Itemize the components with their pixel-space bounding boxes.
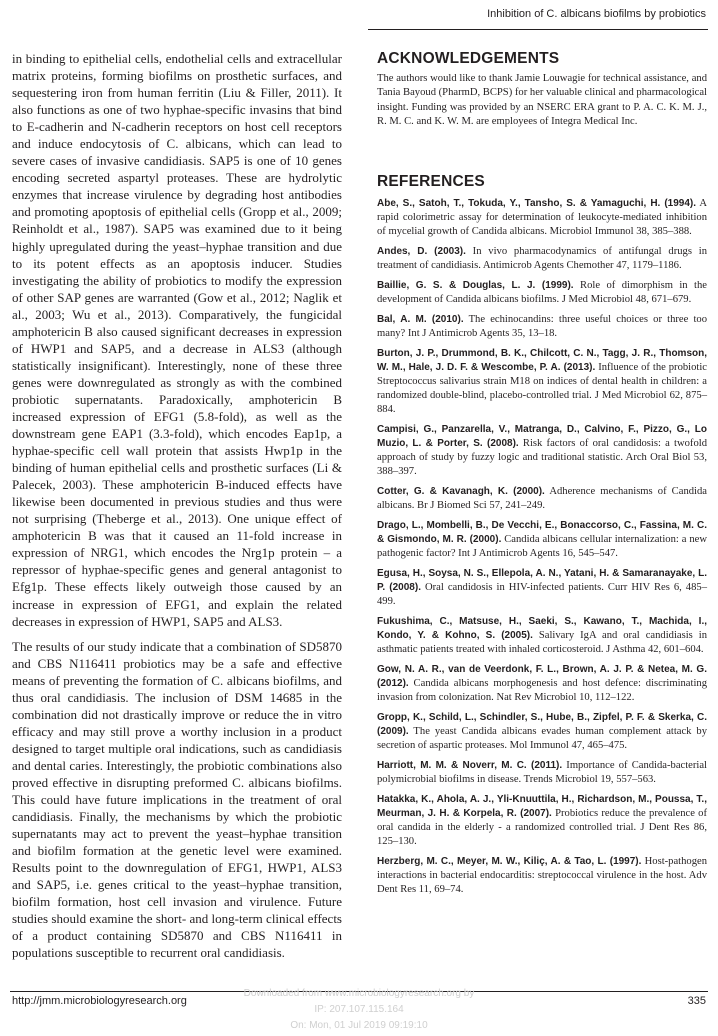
reference-authors: Gow, N. A. R., van de Veerdonk, F. L., Brown, A. J. P. & Netea, M. G. (2012). (377, 663, 707, 689)
reference-details: The echinocandins: three useful choices or three too many? Int J Antimicrob Agents 35, 13–18. (377, 313, 707, 339)
reference-details: Influence of the probiotic Streptococcus salivarius strain M18 on indices of dental health in children: a randomized double-blind, placebo-controlled trial. J Med Microbiol 62, 875–884. (377, 361, 707, 416)
reference-details: The yeast Candida albicans evades human complement attack by secretion of aspartic proteases. Mol Immunol 47, 465–475. (377, 725, 707, 751)
reference-details: Adherence mechanisms of Candida albicans. Br J Biomed Sci 57, 241–249. (377, 486, 707, 512)
running-header: Inhibition of C. albicans biofilms by probiotics (487, 8, 706, 20)
reference-item (377, 197, 707, 239)
reference-details: Host-pathogen interactions in bacterial endocarditis: streptococcal virulence in the host. Adv Dent Res 11, 69–74. (377, 855, 707, 895)
reference-details: Salivary IgA and oral candidiasis in asthmatic patients treated with inhaled corticosteroid. J Asthma 42, 601–604. (377, 629, 707, 655)
reference-list (377, 197, 707, 897)
reference-details: A rapid colorimetric assay for determination of leukocyte-mediated inhibition of mycelial growth of Candida albicans. Microbiol Immunol 38, 385–388. (377, 198, 707, 238)
reference-details: Risk factors of oral candidosis: a twofold approach of study by fuzzy logic and traditional statistic. Arch Oral Biol 53, 388–397. (377, 438, 707, 478)
reference-authors: Bal, A. M. (2010). (377, 313, 464, 325)
reference-details: Role of dimorphism in the development of Candida albicans biofilms. J Med Microbiol 48, 671–679. (377, 280, 707, 306)
reference-item (377, 855, 707, 897)
page-number: 335 (687, 995, 706, 1007)
reference-authors: Burton, J. P., Drummond, B. K., Chilcott, C. N., Tagg, J. R., Thomson, W. M., Hale, J. D. F. & Wescombe, P. A. (2013). (377, 347, 707, 373)
reference-details: Candida albicans morphogenesis and host defence: discriminating invasion from colonization. Nat Rev Microbiol 10, 112–122. (377, 677, 707, 703)
reference-item (377, 423, 707, 479)
reference-details: Candida albicans cellular internalization: a new pathogenic factor? Int J Antimicrob Agents 16, 545–547. (377, 533, 707, 560)
reference-details: Probiotics reduce the prevalence of oral candida in the elderly - a randomized controlled trial. J Dent Res 86, 125–130. (377, 807, 707, 847)
reference-item (377, 485, 707, 513)
reference-details: Importance of Candida-bacterial polymicrobial biofilms in disease. Trends Microbiol 19, 557–563. (377, 759, 707, 785)
acknowledgements-text: The authors would like to thank Jamie Louwagie for technical assistance, and Tania Bayoud (PharmD, BCPS) for her valuable clinical and pharmacological insight. Funding was provided by an NSERC ERA grant to P. A. C. K. M. J., R. M. C. and K. W. M. are employees of Integra Medical Inc. (377, 73, 707, 127)
right-column (377, 50, 707, 903)
watermark-line-2: IP: 207.107.115.164 (314, 1004, 404, 1015)
reference-authors: Andes, D. (2003). (377, 246, 466, 258)
reference-item (377, 567, 707, 609)
reference-item (377, 313, 707, 341)
reference-authors: Campisi, G., Panzarella, V., Matranga, D., Calvino, F., Pizzo, G., Lo Muzio, L. & Porter, S. (2008). (377, 423, 707, 450)
reference-authors: Baillie, G. S. & Douglas, L. J. (1999). (377, 280, 574, 292)
reference-authors: Abe, S., Satoh, T., Tokuda, Y., Tansho, S. & Yamaguchi, H. (1994). (377, 198, 697, 210)
reference-authors: Drago, L., Mombelli, B., De Vecchi, E., Bonaccorso, C., Fassina, M. C. & Gismondo, M. R. (2000). (377, 519, 707, 545)
reference-details: In vivo pharmacodynamics of antifungal drugs in treatment of candidiasis. Antimicrob Agents Chemother 47, 1179–1186. (377, 246, 707, 272)
body-paragraph-2: The results of our study indicate that a combination of SD5870 and CBS N116411 probiotics may be a safe and effective means of preventing the formation of C. albicans biofilms, and thus oral candidiasis. The inclusion of DSM 14685 in the combination did not drastically improve or reduce the in vitro efficacy and may still prove a worthy inclusion in a product designed to target multiple oral indications, such as candidiasis and dental caries. Interestingly, the probiotic combinations also proved effective in disrupting preformed C. albicans biofilms. This could have future implications in the treatment of oral candidiasis. Finally, the mechanisms by which the probiotic supernatants may act to prevent the yeast–hyphae transition and biofilm formation at the genetic level were examined. Results point to the downregulation of EFG1, HWP1, ALS3 and SAP5, i.e. genes critical to the yeast–hyphae transition, biofilm formation, host cell invasion and virulence. Future studies should examine the short- and long-term clinical effects of a product containing SD5870 and CBS N116411 in populations susceptible to recurrent oral candidiasis. (12, 638, 342, 961)
watermark-line-1: Downloaded from www.microbiologyresearch.org by (243, 988, 475, 999)
reference-item (377, 759, 707, 787)
reference-item (377, 711, 707, 753)
footer-journal-link[interactable]: http://jmm.microbiologyresearch.org (12, 995, 187, 1007)
reference-item (377, 519, 707, 561)
header-rule (368, 29, 708, 30)
left-column (12, 50, 342, 961)
reference-authors: Cotter, G. & Kavanagh, K. (2000). (377, 486, 545, 497)
reference-item (377, 663, 707, 705)
references-heading: REFERENCES (377, 173, 485, 191)
reference-item (377, 615, 707, 657)
reference-item (377, 279, 707, 307)
reference-item (377, 793, 707, 849)
reference-authors: Fukushima, C., Matsuse, H., Saeki, S., Kawano, T., Machida, I., Kondo, Y. & Kohno, S. (2005). (377, 615, 707, 641)
watermark-line-3: On: Mon, 01 Jul 2019 09:19:10 (290, 1020, 428, 1031)
reference-authors: Harriott, M. M. & Noverr, M. C. (2011). (377, 759, 563, 771)
body-paragraph-1: in binding to epithelial cells, endothelial cells and extracellular matrix proteins, forming biofilms on prosthetic surfaces, and sequestering iron from human ferritin (Liu & Filler, 2011). It also functions as one of two hyphae-specific invasins that bind to E-cadherin and N-cadherin receptors on host cell receptors and induce endocytosis of C. albicans, which can lead to severe cases of invasive candidiasis. SAP5 is one of 10 genes encoding secreted aspartyl proteases. These are hydrolytic enzymes that increase virulence by degrading host antibodies and promoting apoptosis of epithelial cells (Gropp et al., 2009; Reinholdt et al., 1987). SAP5 was examined due to it being highly upregulated during the yeast–hyphae transition and due to its potent effects as an apoptosis inducer. Studies investigating the ability of probiotics to modify the expression of other SAP genes are warranted (Gow et al., 2012; Naglik et al., 2003; Wu et al., 2013). Comparatively, the fungicidal amphotericin B also caused significant decreases in expression of HWP1 and SAP5, and a decrease in ALS3 (although statistically insignificant). Interestingly, none of these three genes were downregulated as strongly as with the combined probiotic supernatants. Paradoxically, amphotericin B increased expression of EFG1 (5.8-fold), as well as the downstream gene EAP1 (3.3-fold), which encodes Eap1p, a hyphae-specific cell wall protein that assists Hwp1p in the binding of human epithelial cells and prosthetic surfaces (Li & Palecek, 2003). These amphotericin B-induced effects have likewise been documented in previous studies and thus were not surprising (Theberge et al., 2013). One unique effect of amphotericin B was that it caused an 11-fold increase in expression of NRG1, which encodes the Nrg1p protein – a repressor of hyphae-specific genes and general antagonist to Efg1p. These effects likely outweigh those caused by an increase in expression of EFG1, and explain the related decreases in expression of HWP1, SAP5 and ALS3. (12, 51, 342, 629)
reference-authors: Herzberg, M. C., Meyer, M. W., Kiliç, A. & Tao, L. (1997). (377, 855, 642, 867)
reference-details: Oral candidosis in HIV-infected patients. Curr HIV Res 6, 485–499. (377, 581, 707, 608)
reference-authors: Egusa, H., Soysa, N. S., Ellepola, A. N., Yatani, H. & Samaranayake, L. P. (2008). (377, 567, 707, 593)
acknowledgements-heading: ACKNOWLEDGEMENTS (377, 50, 560, 67)
reference-item (377, 245, 707, 273)
reference-item (377, 347, 707, 417)
reference-authors: Hatakka, K., Ahola, A. J., Yli-Knuuttila, H., Richardson, M., Poussa, T., Meurman, J. H. & Korpela, R. (2007). (377, 793, 707, 819)
reference-authors: Gropp, K., Schild, L., Schindler, S., Hube, B., Zipfel, P. F. & Skerka, C. (2009). (377, 711, 707, 737)
